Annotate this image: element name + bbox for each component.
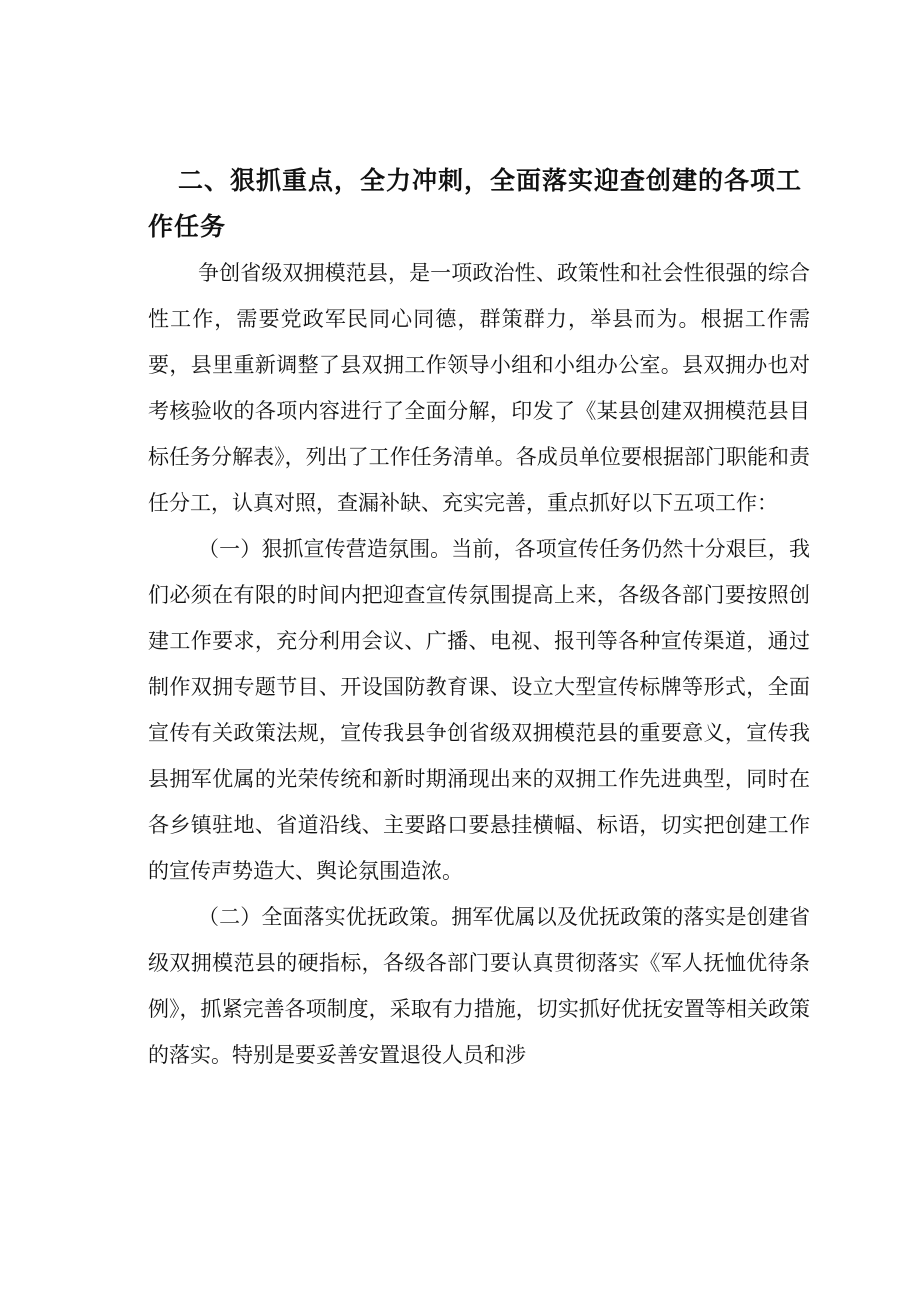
paragraph-item-2: （二）全面落实优抚政策。拥军优属以及优抚政策的落实是创建省级双拥模范县的硬指标，各级各部门要认真贯彻落实《军人抚恤优待条例》，抓紧完善各项制度，采取有力措施，切实抓好优抚安置等相关政策的落实。特别是要妥善安置退役人员和涉 — [148, 905, 810, 1067]
document-body — [148, 158, 810, 1078]
paragraph-item-1: （一）狠抓宣传营造氛围。当前，各项宣传任务仍然十分艰巨，我们必须在有限的时间内把迎查宣传氛围提高上来，各级各部门要按照创建工作要求，充分利用会议、广播、电视、报刊等各种宣传渠道，通过制作双拥专题节目、开设国防教育课、设立大型宣传标牌等形式，全面宣传有关政策法规，宣传我县争创省级双拥模范县的重要意义，宣传我县拥军优属的光荣传统和新时期涌现出来的双拥工作先进典型，同时在各乡镇驻地、省道沿线、主要路口要悬挂横幅、标语，切实把创建工作的宣传声势造大、舆论氛围造浓。 — [148, 537, 810, 883]
section-heading: 二、狠抓重点，全力冲刺，全面落实迎查创建的各项工作任务 — [148, 166, 803, 241]
paragraph-intro: 争创省级双拥模范县，是一项政治性、政策性和社会性很强的综合性工作，需要党政军民同心同德，群策群力，举县而为。根据工作需要，县里重新调整了县双拥工作领导小组和小组办公室。县双拥办也对考核验收的各项内容进行了全面分解，印发了《某县创建双拥模范县目标任务分解表》，列出了工作任务清单。各成员单位要根据部门职能和责任分工，认真对照，查漏补缺、充实完善，重点抓好以下五项工作： — [148, 261, 810, 515]
